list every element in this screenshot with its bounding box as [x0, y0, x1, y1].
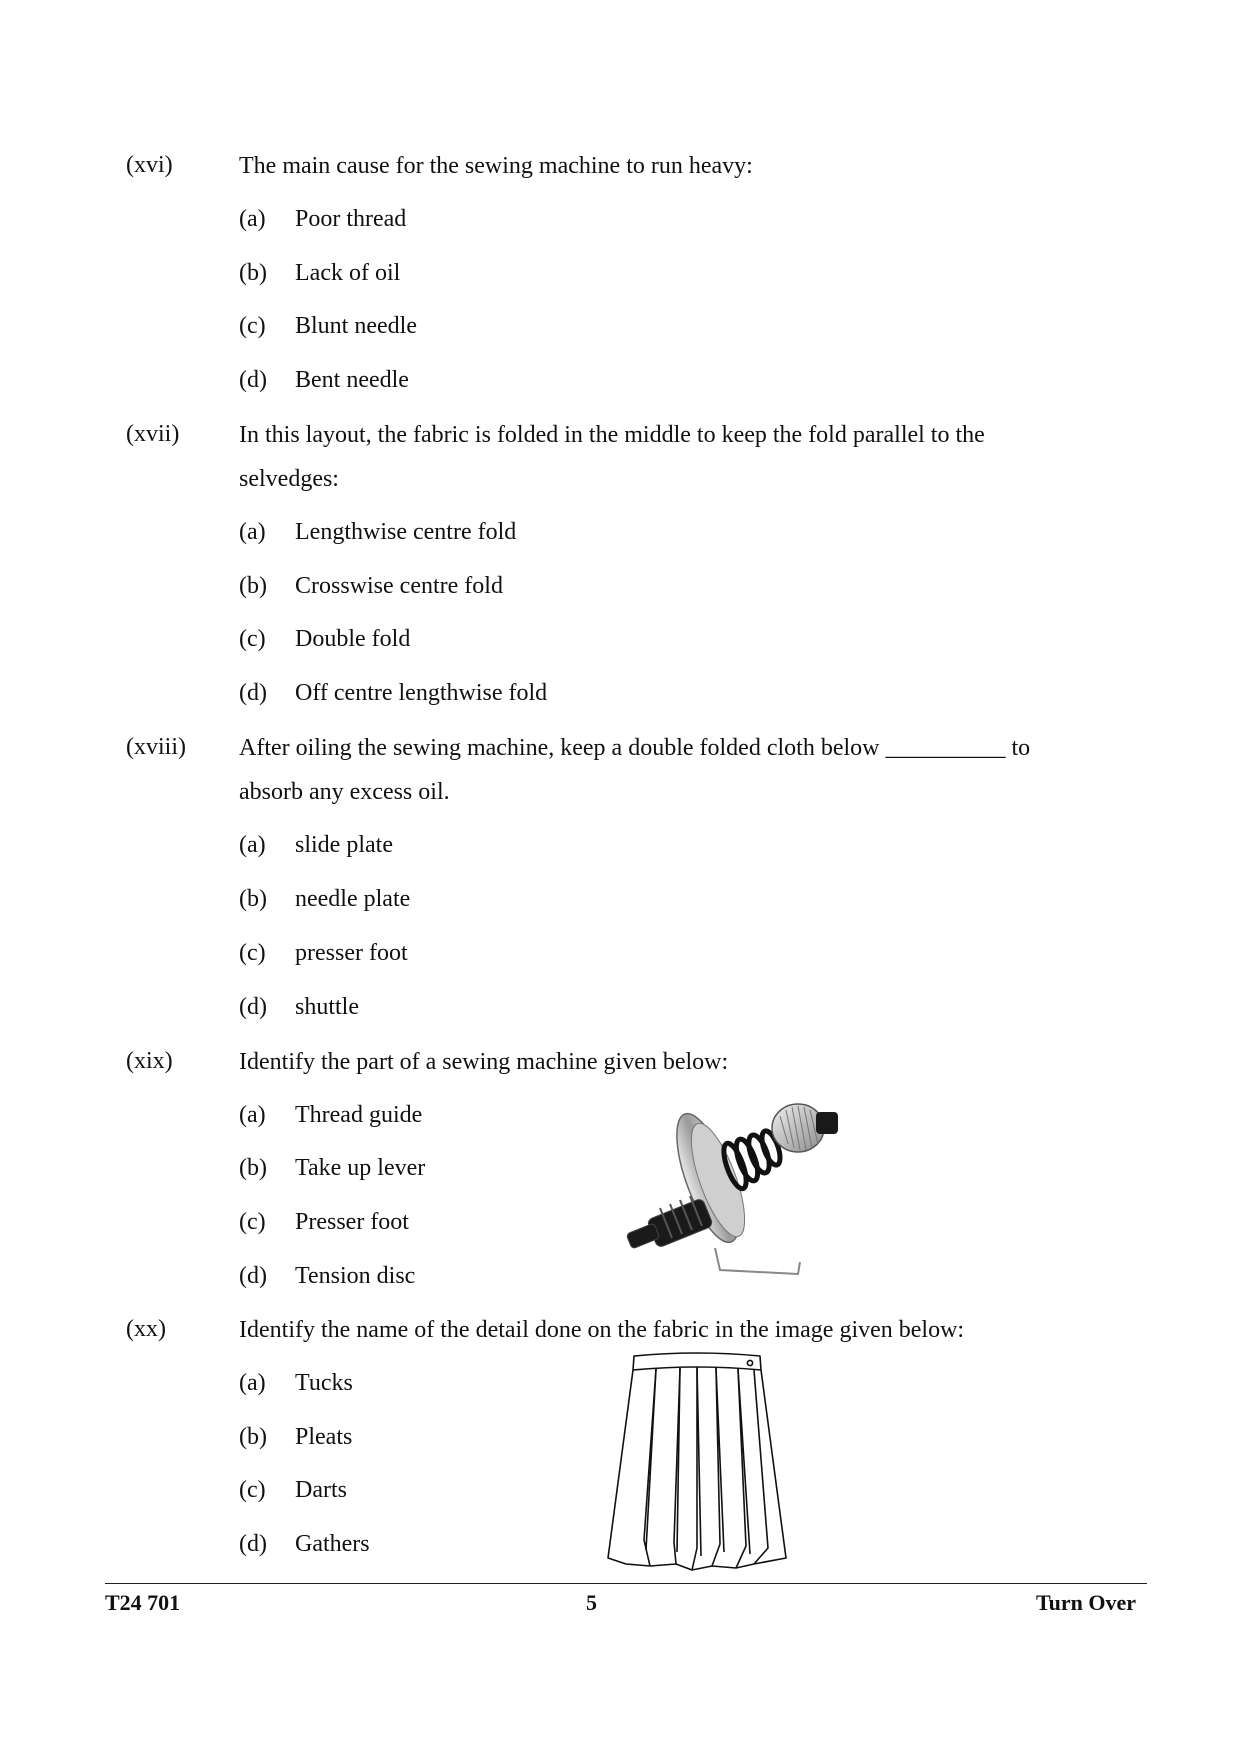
option-letter: (d) [239, 1263, 267, 1289]
option-letter: (d) [239, 1531, 267, 1557]
option-letter: (a) [239, 832, 266, 858]
option-letter: (b) [239, 573, 267, 599]
pleated-skirt-image [604, 1352, 790, 1578]
question-number: (xix) [126, 1048, 173, 1074]
option-item [239, 313, 417, 340]
option-item [239, 1209, 409, 1236]
option-item [239, 260, 400, 287]
option-text: Lack of oil [295, 260, 401, 286]
question-number: (xviii) [126, 734, 186, 760]
option-text: presser foot [295, 940, 408, 966]
option-letter: (d) [239, 367, 267, 393]
option-text: Lengthwise centre fold [295, 519, 517, 545]
question-text: Identify the part of a sewing machine given below: [239, 1049, 729, 1075]
option-text: Thread guide [295, 1102, 423, 1128]
footer-divider [105, 1583, 1147, 1584]
option-letter: (a) [239, 206, 266, 232]
option-text: Gathers [295, 1531, 370, 1557]
option-item [239, 519, 516, 546]
option-text: Take up lever [295, 1155, 426, 1181]
option-text: Poor thread [295, 206, 407, 232]
option-item [239, 1370, 353, 1397]
option-letter: (b) [239, 1424, 267, 1450]
question-text: In this layout, the fabric is folded in the middle to keep the fold parallel to the selvedges: [239, 422, 985, 492]
option-item [239, 886, 410, 913]
option-text: Blunt needle [295, 313, 417, 339]
option-item [239, 832, 393, 859]
option-item [239, 1531, 370, 1558]
option-letter: (a) [239, 1370, 266, 1396]
option-letter: (b) [239, 1155, 267, 1181]
option-text: Pleats [295, 1424, 353, 1450]
question-number: (xx) [126, 1316, 166, 1342]
option-item [239, 1424, 352, 1451]
option-item [239, 1477, 347, 1504]
option-letter: (d) [239, 680, 267, 706]
option-letter: (a) [239, 1102, 266, 1128]
option-text: Bent needle [295, 367, 409, 393]
option-item [239, 626, 410, 653]
option-text: needle plate [295, 886, 411, 912]
question-text: Identify the name of the detail done on the fabric in the image given below: [239, 1317, 965, 1343]
option-item [239, 940, 408, 967]
question-text: After oiling the sewing machine, keep a double folded cloth below __________ to absorb any excess oil. [239, 735, 1031, 805]
option-letter: (d) [239, 994, 267, 1020]
question-number: (xvi) [126, 152, 173, 178]
option-item [239, 1263, 415, 1290]
tension-disc-image [620, 1098, 845, 1284]
question-number: (xvii) [126, 421, 180, 447]
option-item [239, 1102, 422, 1129]
option-text: shuttle [295, 994, 359, 1020]
question-text: The main cause for the sewing machine to run heavy: [239, 153, 753, 179]
option-item [239, 680, 547, 707]
option-text: Off centre lengthwise fold [295, 680, 548, 706]
option-letter: (b) [239, 886, 267, 912]
option-letter: (a) [239, 519, 266, 545]
option-text: Presser foot [295, 1209, 409, 1235]
option-text: Darts [295, 1477, 347, 1503]
option-text: Double fold [295, 626, 411, 652]
option-text: Crosswise centre fold [295, 573, 503, 599]
option-text: slide plate [295, 832, 393, 858]
option-item [239, 206, 406, 233]
option-item [239, 573, 503, 600]
option-letter: (c) [239, 940, 266, 966]
turn-over-label: Turn Over [1035, 1590, 1136, 1615]
option-letter: (c) [239, 1209, 266, 1235]
option-letter: (c) [239, 626, 266, 652]
option-letter: (c) [239, 313, 266, 339]
option-text: Tension disc [295, 1263, 416, 1289]
option-letter: (b) [239, 260, 267, 286]
option-letter: (c) [239, 1477, 266, 1503]
option-text: Tucks [295, 1370, 353, 1396]
option-item [239, 1155, 425, 1182]
option-item [239, 994, 359, 1021]
option-item [239, 367, 409, 394]
paper-code: T24 701 [105, 1590, 181, 1615]
page-number: 5 [586, 1590, 597, 1615]
